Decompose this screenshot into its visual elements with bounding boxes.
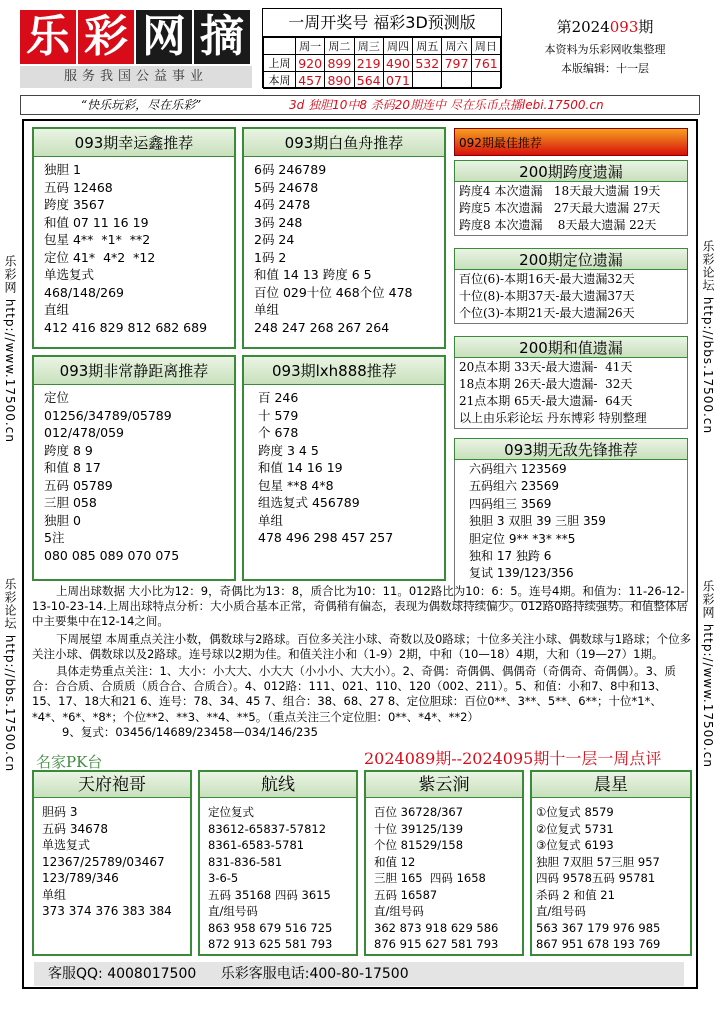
- box-body: 定位 01256/34789/05789 012/478/059 跨度 8 9 和值 8 17 五码 05789 三胆 058 独胆 0 5注 080 085 089 070 075: [44, 390, 180, 563]
- expert-box: [364, 770, 524, 956]
- expert-name: 天府袍哥: [34, 772, 190, 798]
- weekly-analysis: [32, 584, 692, 740]
- box-title: 093期幸运鑫推荐: [34, 129, 234, 157]
- customer-service-tel: 乐彩客服电话:400-80-17500: [220, 966, 409, 982]
- draw-number: 490: [383, 55, 412, 72]
- prediction-box: [242, 355, 446, 581]
- logo-char: 乐: [20, 10, 76, 64]
- table-row: [264, 55, 501, 72]
- issue-suffix: 期: [638, 18, 654, 36]
- side-text-left-top: 乐彩网 http://www.17500.cn: [3, 255, 17, 443]
- section-title: 200期定位遗漏: [454, 248, 688, 270]
- pk-label: 名家PK台: [36, 753, 103, 771]
- box-body: 独胆 1 五码 12468 跨度 3567 和值 07 11 16 19 包星 4** *1* **2 定位 41* 4*2 *12 单选复式 468/148/269 直组 412 416 829 812 682 689: [44, 162, 208, 335]
- expert-box: [198, 770, 358, 956]
- expert-body: ①位复式 8579 ②位复式 5731 ③位复式 6193 独胆 7双胆 57三胆 957 四码 9578五码 95781 杀码 2 和值 21 直/组号码 563 367 179 976 985 867 951 678 193 769: [536, 805, 661, 951]
- weekday-header-row: [264, 38, 501, 55]
- draw-number: 219: [354, 55, 383, 72]
- draw-number: [442, 72, 471, 89]
- issue-prefix: 第2024: [556, 18, 610, 36]
- prediction-box: [32, 127, 236, 349]
- section-title: 200期和值遗漏: [454, 336, 688, 358]
- weekday-cell: 周四: [383, 38, 412, 55]
- section-body: 跨度4 本次遗漏 18天最大遗漏 19天 跨度5 本次遗漏 27天最大遗漏 27天 跨度8 本次遗漏 8天最大遗漏 22天: [454, 182, 688, 236]
- draw-number: 890: [325, 72, 354, 89]
- source-note: 本资料为乐彩网收集整理: [544, 43, 666, 56]
- analysis-paragraph: 具体走势重点关注：1、大小：小大大、小大大（小小小、大大小）。2、奇偶：奇偶偶、偶偶奇（奇偶奇、奇偶偶）。3、质合：合合质、合质质（质合合、合质合）。4、012路：111、021、110、120（002、211）。5、和值：小和7、8中和13、15、17、18大和21 6、连号：78、34、45 7、组合：38、68、27 8、定位胆球：百位0**、3**、5**、6**；十位*1*、*4*、*6*、*8*；个位**2、**3、**4、**5。（重点关注三个定位胆：0**、*4*、**2）: [32, 664, 676, 724]
- section-title: 200期跨度遗漏: [454, 160, 688, 182]
- logo-char: 网: [136, 10, 192, 64]
- draw-number: 761: [471, 55, 500, 72]
- weekday-cell: 周一: [296, 38, 325, 55]
- position-omission-section: [454, 248, 688, 324]
- analysis-paragraph: 下周展望 本周重点关注小数，偶数球与2路球。百位多关注小球、奇数以及0路球；十位多关注小球、偶数球与1路球；个位多关注小球、偶数球以及2路球。连号球以2期为佳。和值关注小和（1-9）2期，中和（10—18）4期，大和（19—27）1期。: [32, 631, 692, 661]
- section-title: 093期无敌先锋推荐: [454, 438, 688, 460]
- expert-box: [530, 770, 692, 956]
- corner-cell: [264, 38, 296, 55]
- editor-note: 本版编辑：十一层: [561, 62, 649, 75]
- weekday-cell: 周五: [413, 38, 442, 55]
- side-text-right-bottom: 乐彩网 http://www.17500.cn: [701, 580, 715, 768]
- footer-bar: [34, 962, 684, 986]
- box-body: 百 246 十 579 个 678 跨度 3 4 5 和值 14 16 19 包星 **8 4*8 组选复式 456789 单组 478 496 298 457 257: [258, 390, 394, 545]
- slogan: 服务我国公益事业: [20, 66, 252, 88]
- row-label: 本周: [264, 72, 296, 89]
- draw-number: [413, 72, 442, 89]
- ticker-quote: “快乐玩彩，尽在乐彩”: [81, 98, 202, 112]
- review-label: 2024089期--2024095期十一层一周点评: [364, 749, 662, 768]
- issue-number: [520, 16, 690, 37]
- issue-num: 093: [609, 18, 639, 36]
- expert-box: [32, 770, 192, 956]
- draw-number: 071: [383, 72, 412, 89]
- expert-body: 定位复式 83612-65837-57812 8361-6583-5781 831-836-581 3-6-5 五码 35168 四码 3615 直/组号码 863 958 679 516 725 872 913 625 581 793: [208, 805, 333, 951]
- sum-omission-section: [454, 336, 688, 429]
- draw-number: 564: [354, 72, 383, 89]
- draw-table-title: 一周开奖号 福彩3D预测版: [263, 9, 501, 37]
- draw-number: 532: [413, 55, 442, 72]
- analysis-paragraph: 9、复式：03456/14689/23458—034/146/235: [62, 724, 318, 739]
- draw-number: [471, 72, 500, 89]
- weekday-cell: 周三: [354, 38, 383, 55]
- section-body: 六码组六 123569 五码组六 23569 四码组三 3569 独胆 3 双胆 39 三胆 359 胆定位 9** *3* **5 独和 17 独跨 6 复试 139/123/356: [454, 460, 688, 602]
- section-body: 20点本期 33天-最大遗漏- 41天 18点本期 26天-最大遗漏- 32天 21点本期 65天-最大遗漏- 64天 以上由乐彩论坛 丹东博彩 特别整理: [454, 358, 688, 429]
- logo-char: 彩: [78, 10, 134, 64]
- weekday-cell: 周日: [471, 38, 500, 55]
- logo-char: 摘: [194, 10, 250, 64]
- analysis-paragraph: 上周出球数据 大小比为12：9，奇偶比为13：8，质合比为10：11。012路比为10：6：5。连号4期。和值为：11-26-12-13-10-23-14.上周出球特点分析：大小质合基本正常，奇偶稍有偏态，表现为偶数球持续偏少。012路0路持续强势。和值整体居中主要集中在12-14之间。: [32, 584, 688, 629]
- box-title: 093期白鱼舟推荐: [244, 129, 444, 157]
- draw-number: 797: [442, 55, 471, 72]
- weekday-cell: 周二: [325, 38, 354, 55]
- box-title: 093期lxh888推荐: [244, 357, 444, 385]
- row-label: 上周: [264, 55, 296, 72]
- draw-number: 920: [296, 55, 325, 72]
- section-body: 百位(6)-本期16天-最大遗漏32天 十位(8)-本期37天-最大遗漏37天 个位(3)-本期21天-最大遗漏26天: [454, 270, 688, 324]
- span-omission-section: [454, 160, 688, 236]
- ticker-bar: [20, 95, 700, 115]
- expert-body: 百位 36728/367 十位 39125/139 个位 81529/158 和值 12 三胆 165 四码 1658 五码 16587 直/组号码 362 873 918 629 586 876 915 627 581 793: [374, 805, 499, 951]
- box-title: 093期非常静距离推荐: [34, 357, 234, 385]
- expert-name: 晨星: [532, 772, 690, 798]
- issue-info: [520, 8, 690, 88]
- side-text-right-top: 乐彩论坛 http://bbs.17500.cn: [701, 240, 715, 435]
- expert-body: 胆码 3 五码 34678 单选复式 12367/25789/03467 123/789/346 单组 373 374 376 383 384: [42, 805, 172, 918]
- site-logo: [20, 10, 252, 64]
- customer-service-qq: 客服QQ: 4008017500: [48, 966, 197, 982]
- weekday-cell: 周六: [442, 38, 471, 55]
- expert-name: 紫云涧: [366, 772, 522, 798]
- box-body: 6码 246789 5码 24678 4码 2478 3码 248 2码 24 1码 2 和值 14 13 跨度 6 5 百位 029十位 468个位 478 单组 248 247 268 267 264: [254, 162, 413, 335]
- draw-number: 457: [296, 72, 325, 89]
- table-row: [264, 72, 501, 89]
- best-recommend-banner: 092期最佳推荐: [454, 128, 688, 156]
- prediction-box: [242, 127, 446, 349]
- draw-number: 899: [325, 55, 354, 72]
- ticker-text[interactable]: 3d 独胆10中8 杀码20期连中 尽在乐币点播lebi.17500.cn: [289, 98, 604, 112]
- expert-name: 航线: [200, 772, 356, 798]
- prediction-box: [32, 355, 236, 581]
- weekly-draw-table: [262, 8, 502, 88]
- side-text-left-bottom: 乐彩论坛 http://bbs.17500.cn: [3, 578, 17, 773]
- pioneer-recommend-section: [454, 438, 688, 602]
